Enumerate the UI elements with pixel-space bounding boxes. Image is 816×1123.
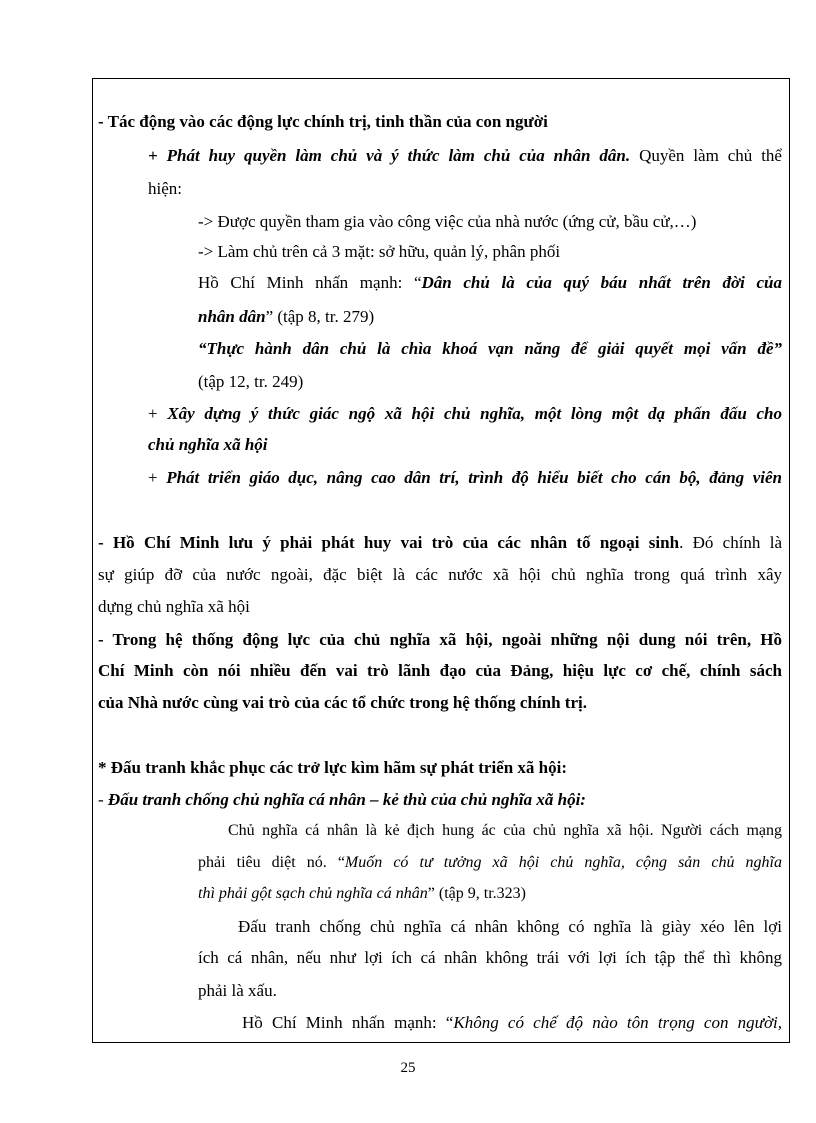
text-line: Chí Minh còn nói nhiều đến vai trò lãnh đạo của Đảng, hiệu lực cơ chế, chính sách [98,661,782,680]
text-line: phải là xấu. [198,981,277,1000]
text-line: - Hồ Chí Minh lưu ý phải phát huy vai trò của các nhân tố ngoại sinh. Đó chính là [98,533,782,552]
text-line: -> Làm chủ trên cả 3 mặt: sở hữu, quản lý, phân phối [198,242,561,261]
text-line: + Xây dựng ý thức giác ngộ xã hội chủ nghĩa, một lòng một dạ phấn đấu cho [148,404,782,423]
text-line: + Phát triển giáo dục, nâng cao dân trí, trình độ hiểu biết cho cán bộ, đảng viên [148,468,783,487]
text-line: dựng chủ nghĩa xã hội [98,597,250,616]
text-line: “Thực hành dân chủ là chìa khoá vạn năng để giải quyết mọi vấn đề” [198,339,782,358]
text-line: sự giúp đỡ của nước ngoài, đặc biệt là các nước xã hội chủ nghĩa trong quá trình xây [98,565,782,584]
text-line: -> Được quyền tham gia vào công việc của nhà nước (ứng cử, bầu cử,…) [198,212,697,231]
text-line: (tập 12, tr. 249) [198,372,304,391]
text-line: ích cá nhân, nếu như lợi ích cá nhân không trái với lợi ích tập thể thì không [198,948,782,967]
text-line: Hồ Chí Minh nhấn mạnh: “Dân chủ là của quý báu nhất trên đời của [198,273,782,292]
text-line: - Trong hệ thống động lực của chủ nghĩa xã hội, ngoài những nội dung nói trên, Hồ [98,630,782,649]
text-line: Hồ Chí Minh nhấn mạnh: “Không có chế độ nào tôn trọng con người, [242,1013,783,1032]
text-line: chủ nghĩa xã hội [148,435,268,454]
text-line: của Nhà nước cùng vai trò của các tổ chức trong hệ thống chính trị. [98,693,587,712]
page-number: 25 [400,1060,416,1076]
text-line: hiện: [148,179,182,198]
text-line: Đấu tranh chống chủ nghĩa cá nhân không có nghĩa là giày xéo lên lợi [238,917,782,936]
section-heading: * Đấu tranh khắc phục các trở lực kìm hãm sự phát triển xã hội: [98,758,568,777]
text-line: - Đấu tranh chống chủ nghĩa cá nhân – kẻ thù của chủ nghĩa xã hội: [98,790,586,809]
text-line: nhân dân” (tập 8, tr. 279) [198,307,375,326]
text-line: thì phải gột sạch chủ nghĩa cá nhân” (tập 9, tr.323) [198,885,526,902]
text-line: Chủ nghĩa cá nhân là kẻ địch hung ác của chủ nghĩa xã hội. Người cách mạng [228,822,782,839]
text-line: + Phát huy quyền làm chủ và ý thức làm chủ của nhân dân. Quyền làm chủ thể [148,146,782,165]
text-line: - Tác động vào các động lực chính trị, tinh thần của con người [98,112,548,131]
text-line: phải tiêu diệt nó. “Muốn có tư tưởng xã hội chủ nghĩa, cộng sản chủ nghĩa [198,854,782,871]
